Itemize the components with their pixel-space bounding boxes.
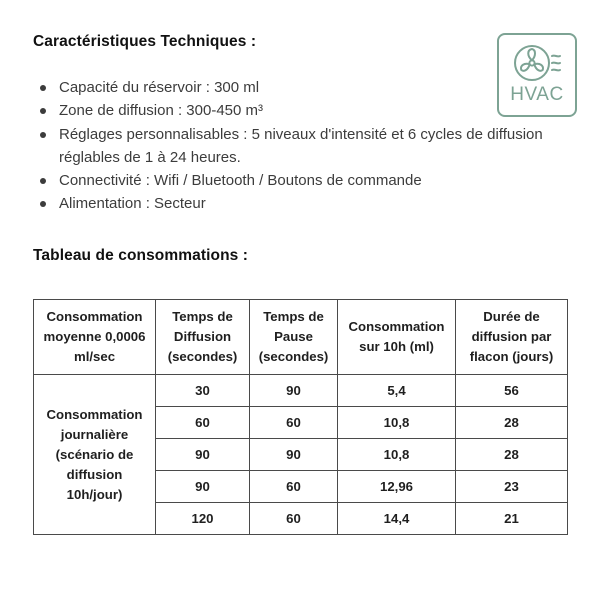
- header-pause-time: Temps de Pause (secondes): [250, 300, 338, 375]
- cell-diffusion: 90: [156, 471, 250, 503]
- spec-item-connectivity: Connectivité : Wifi / Bluetooth / Boutons de commande: [59, 169, 584, 192]
- cell-diffusion: 90: [156, 439, 250, 471]
- cell-pause: 60: [250, 471, 338, 503]
- spec-item-capacity: Capacité du réservoir : 300 ml: [59, 76, 584, 99]
- header-duration-per-bottle: Durée de diffusion par flacon (jours): [456, 300, 568, 375]
- table-row: [34, 375, 568, 407]
- cell-consumption: 12,96: [338, 471, 456, 503]
- cell-duration: 28: [456, 407, 568, 439]
- consumption-table: [33, 299, 568, 535]
- spec-item-power: Alimentation : Secteur: [59, 192, 584, 215]
- cell-duration: 21: [456, 503, 568, 535]
- cell-pause: 90: [250, 439, 338, 471]
- specs-list: [33, 76, 584, 216]
- specs-heading: Caractéristiques Techniques :: [33, 33, 257, 50]
- cell-duration: 23: [456, 471, 568, 503]
- header-consumption-10h: Consommation sur 10h (ml): [338, 300, 456, 375]
- cell-duration: 28: [456, 439, 568, 471]
- cell-pause: 60: [250, 407, 338, 439]
- cell-duration: 56: [456, 375, 568, 407]
- cell-consumption: 14,4: [338, 503, 456, 535]
- cell-pause: 60: [250, 503, 338, 535]
- table-header-row: [34, 300, 568, 375]
- spec-item-zone: Zone de diffusion : 300-450 m³: [59, 99, 584, 122]
- table-heading: Tableau de consommations :: [33, 247, 249, 264]
- cell-pause: 90: [250, 375, 338, 407]
- cell-consumption: 5,4: [338, 375, 456, 407]
- spec-item-settings: Réglages personnalisables : 5 niveaux d'intensité et 6 cycles de diffusion réglables de 1 à 24 heures.: [59, 123, 584, 170]
- header-average-consumption: Consommation moyenne 0,0006 ml/sec: [34, 300, 156, 375]
- cell-consumption: 10,8: [338, 407, 456, 439]
- logo-text: HVAC: [510, 84, 564, 105]
- header-diffusion-time: Temps de Diffusion (secondes): [156, 300, 250, 375]
- cell-diffusion: 60: [156, 407, 250, 439]
- cell-diffusion: 120: [156, 503, 250, 535]
- row-label-daily-consumption: Consommation journalière (scénario de diffusion 10h/jour): [34, 375, 156, 535]
- cell-consumption: 10,8: [338, 439, 456, 471]
- cell-diffusion: 30: [156, 375, 250, 407]
